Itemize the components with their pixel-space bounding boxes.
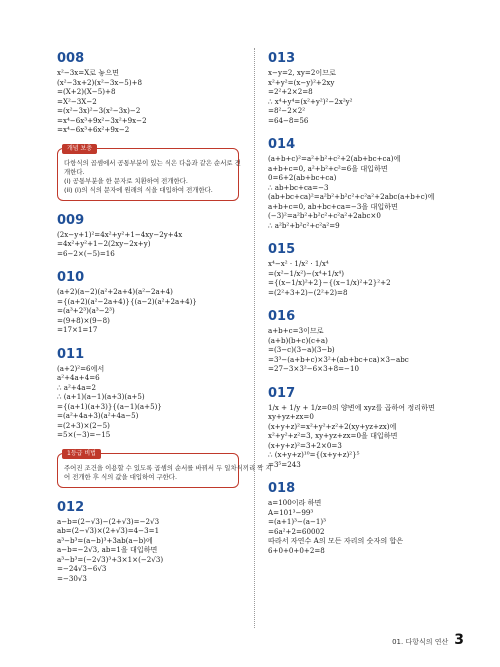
problem-016 [268,310,453,374]
solution-line: a²+4a+4=6 [57,373,100,382]
solution-line: ={(a+2)(a²−2a+4)}{(a−2)(a²+2a+4)} [57,296,197,306]
problem-number: 015 [268,242,296,257]
problem-number: 012 [57,499,85,515]
solution-line: 6+0+0+0+2=8 [268,545,325,555]
page-footer [392,632,464,648]
solution-line: a=100이라 하면 [268,498,322,507]
solution-line: =x⁴−6x³+9x²−3x²+9x−2 [57,115,147,125]
solution-line: (x²−3x+2)(x²−3x−5)+8 [57,77,143,87]
solution-line: (ab+bc+ca)²=a²b²+b²c²+c²a²+2abc(a+b+c)에 [268,192,435,201]
solution-line: (x+y+z)²=3+2×0=3 [268,440,342,450]
chapter-title: 01. 다항식의 연산 [392,638,449,646]
note-badge: 개념 보충 [62,144,97,154]
solution-line: ∴ a²b²+b²c²+c²a²=9 [268,220,340,230]
solution-line: =−30√3 [57,573,87,583]
problem-number: 010 [57,270,85,285]
solution-line: =27−3×3²−6×3+8=−10 [268,364,360,373]
solution-line: =17×1=17 [57,325,98,334]
solution-line: ∴ (x+y+z)¹⁰={(x+y+z)²}⁵ [268,450,360,459]
note-line: 어 전개한 후 식의 값을 대입하여 구한다. [64,472,177,481]
solution-line: ∴ a²+4a=2 [57,382,96,392]
solution-line: a−b=−2√3, ab=1을 대입하면 [57,545,158,554]
problem-number: 016 [268,309,296,324]
solution-line: x⁴−x² · 1/x² · 1/x⁴ [268,259,329,268]
note-line: 주어진 조건을 이용할 수 있도록 곱셈의 순서를 바꿔서 두 일차식끼리 짝 지 [64,463,272,472]
solution-line: A=101³−99³ [268,507,314,517]
tip-note-box [57,449,272,488]
solution-line: 따라서 자연수 A의 모든 자리의 숫자의 합은 [268,536,404,545]
concept-note-box [57,144,241,201]
problem-014 [268,138,453,230]
solution-line: =6−2×(−5)=16 [57,248,115,258]
left-column [57,51,272,596]
solution-line: x²−3x=X로 놓으면 [57,68,119,77]
problem-012 [57,501,239,584]
note-line: (i) 공통부분을 한 문자로 치환하여 전개한다. [64,176,188,185]
note-line: (ii) (i)의 식의 문자에 원래의 식을 대입하여 전개한다. [64,185,213,194]
solution-line: =X²−3X−2 [57,96,97,106]
solution-line: =(9+8)×(9−8) [57,315,110,325]
solution-line: (a+2)(a−2)(a²+2a+4)(a²−2a+4) [57,287,173,296]
solution-line: =4x²+y²+1−2(2xy−2x+y) [57,239,151,248]
solution-line: a³−b³=(−2√3)³+3×1×(−2√3) [57,554,164,564]
solution-line: =8²−2×2² [268,106,306,115]
solution-line: 1/x + 1/y + 1/z=0의 양변에 xyz를 곱하여 정리하면 [268,402,435,412]
solution-line: (x+y+z)²=x²+y²+z²+2(xy+yz+zx)에 [268,421,397,431]
right-column [268,52,453,568]
problem-010 [57,271,239,335]
solution-line: a+b+c=0, a²+b²+c²=6을 대입하면 [268,163,388,173]
problem-013 [268,52,453,125]
problem-015 [268,243,453,297]
solution-line: =3³−(a+b+c)×3²+(ab+bc+ca)×3−abc [268,354,409,364]
solution-line: ={(x−1/x)²+2}−{(x−1/x)²+2}²+2 [268,278,391,287]
page-number: 3 [454,632,464,648]
problem-number: 008 [57,51,85,66]
problem-number: 014 [268,137,296,152]
solution-line: (a+b+c)²=a²+b²+c²+2(ab+bc+ca)에 [268,154,401,163]
problem-number: 009 [57,212,85,228]
note-line: 다항식의 곱셈에서 공통부분이 있는 식은 다음과 같은 순서로 전 [64,158,241,167]
solution-line: (−3)²=a²b²+b²c²+c²a²+2abc×0 [268,211,381,220]
solution-line: a+b+c=3이므로 [268,326,324,335]
solution-line: =5×(−3)=−15 [57,430,111,439]
solution-line: =(a+1)³−(a−1)³ [268,517,327,526]
solution-line: a−b=(2−√3)−(2+√3)=−2√3 [57,516,160,526]
problem-number: 017 [268,385,296,401]
solution-line: ab=(2−√3)×(2+√3)=4−3=1 [57,526,160,535]
column-divider [254,48,255,628]
solution-line: =(2+3)×(2−5) [57,420,110,430]
problem-008 [57,52,239,135]
solution-line: =x⁴−6x³+6x²+9x−2 [57,125,130,134]
solution-line: =6a²+2=60002 [268,526,325,536]
solution-line: x−y=2, xy=2이므로 [268,68,336,77]
solution-line: =−24√3−6√3 [57,564,107,573]
problem-017 [268,387,453,470]
solution-line: a³−b³=(a−b)³+3ab(a−b)에 [57,535,153,545]
solution-line: ={(a+1)(a+3)}{(a−1)(a+5)} [57,401,162,411]
solution-line: =(2²+3+2)−(2²+2)=8 [268,287,348,297]
problem-009 [57,214,239,259]
solution-line: xy+yz+zx=0 [268,412,314,421]
solution-line: =64−8=56 [268,115,309,125]
solution-line: x²+y²=(x−y)²+2xy [268,77,335,87]
solution-line: =(3−c)(3−a)(3−b) [268,345,335,354]
solution-line: ∴ x⁴+y⁴=(x²+y²)²−2x²y² [268,96,353,106]
note-badge: 1등급 비법 [62,449,101,459]
solution-line: =(X+2)(X−5)+8 [57,87,116,96]
problem-number: 018 [268,481,296,496]
problem-number: 013 [268,51,296,66]
solution-line: ∴ (a+1)(a−1)(a+3)(a+5) [57,392,145,401]
solution-line: =2²+2×2=8 [268,87,313,96]
solution-line: =(x²−1/x²)−(x⁴+1/x⁴) [268,268,345,278]
note-line: 개한다. [64,167,85,176]
solution-line: x²+y²+z²=3, xy+yz+zx=0을 대입하면 [268,431,398,440]
problem-number: 011 [57,346,85,362]
problem-018 [268,482,453,555]
solution-line: =(x²−3x)²−3(x²−3x)−2 [57,106,141,115]
solution-line: (a+b)(b+c)(c+a) [268,335,328,345]
problem-011 [57,348,239,440]
solution-line: (2x−y+1)²=4x²+y²+1−4xy−2y+4x [57,229,183,239]
solution-line: a+b+c=0, ab+bc+ca=−3을 대입하면 [268,201,398,211]
solution-line: =(a³+2³)(a³−2³) [57,306,115,315]
solution-line: (a+2)²=6에서 [57,363,105,373]
solution-line: =(a²+4a+3)(a²+4a−5) [57,411,139,420]
solution-line: =3⁵=243 [268,459,301,469]
solution-line: 0=6+2(ab+bc+ca) [268,173,337,182]
solution-line: ∴ ab+bc+ca=−3 [268,182,329,192]
